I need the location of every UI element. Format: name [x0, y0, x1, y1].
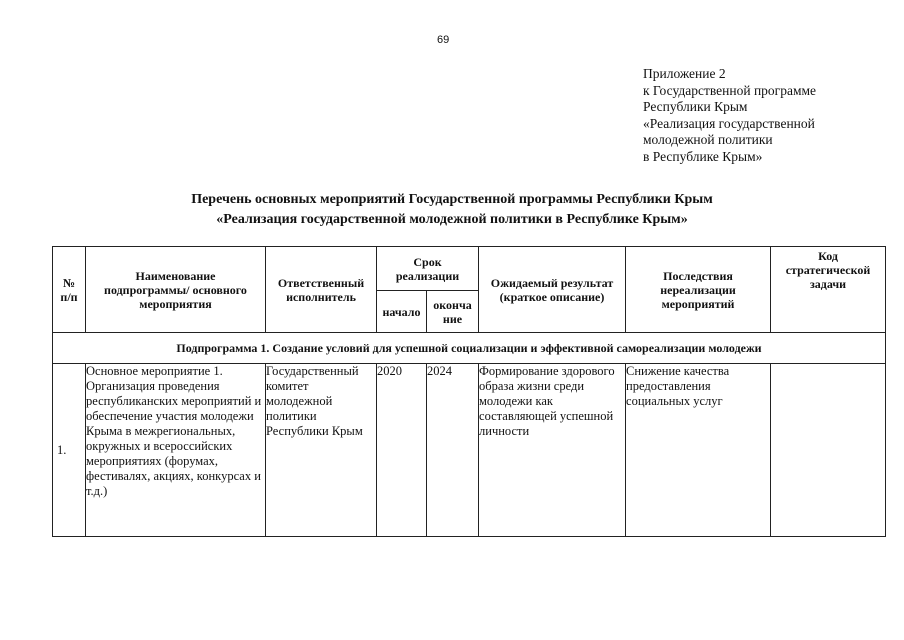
header-consequences: Последствия нереализации мероприятий — [626, 247, 771, 333]
table-row — [53, 364, 886, 537]
header-result: Ожидаемый результат (краткое описание) — [479, 247, 626, 333]
page-number: 69 — [437, 34, 450, 46]
appendix-line: Республики Крым — [643, 99, 748, 114]
measures-table — [52, 246, 886, 537]
header-num: № п/п — [53, 247, 86, 333]
header-code: Код стратегической задачи — [771, 247, 886, 333]
row-consequences: Снижение качества предоставления социальных услуг — [626, 364, 771, 537]
header-start: начало — [377, 291, 427, 333]
title-line-2: «Реализация государственной молодежной политики в Республике Крым» — [216, 212, 688, 227]
row-result: Формирование здорового образа жизни среди молодежи как составляющей успешной личности — [479, 364, 626, 537]
document-title — [0, 190, 904, 230]
subprogram-title: Подпрограмма 1. Создание условий для успешной социализации и эффективной самореализации молодежи — [53, 333, 886, 364]
appendix-line: Приложение 2 — [643, 66, 726, 81]
appendix-line: «Реализация государственной — [643, 115, 815, 131]
appendix-line: молодежной политики — [643, 132, 773, 147]
row-name: Основное мероприятие 1. Организация проведения республиканских мероприятий и обеспечение участия молодежи Крыма в межрегиональных, окружных и всероссийских мероприятиях (форумах, фестивалях, акциях, конкурсах и т.д.) — [86, 364, 266, 537]
header-executor: Ответственный исполнитель — [266, 247, 377, 333]
row-end: 2024 — [427, 364, 479, 537]
row-num: 1. — [53, 364, 86, 537]
header-end: оконча ние — [427, 291, 479, 333]
row-start: 2020 — [377, 364, 427, 537]
appendix-line: к Государственной программе — [643, 82, 817, 98]
appendix-line: в Республике Крым» — [643, 148, 763, 164]
appendix-block — [643, 66, 816, 165]
title-line-1: Перечень основных мероприятий Государственной программы Республики Крым — [191, 192, 713, 207]
header-name: Наименование подпрограммы/ основного мероприятия — [86, 247, 266, 333]
row-executor: Государственный комитет молодежной политики Республики Крым — [266, 364, 377, 537]
header-term: Срок реализации — [377, 247, 479, 291]
row-code — [771, 364, 886, 537]
subprogram-row — [53, 333, 886, 364]
